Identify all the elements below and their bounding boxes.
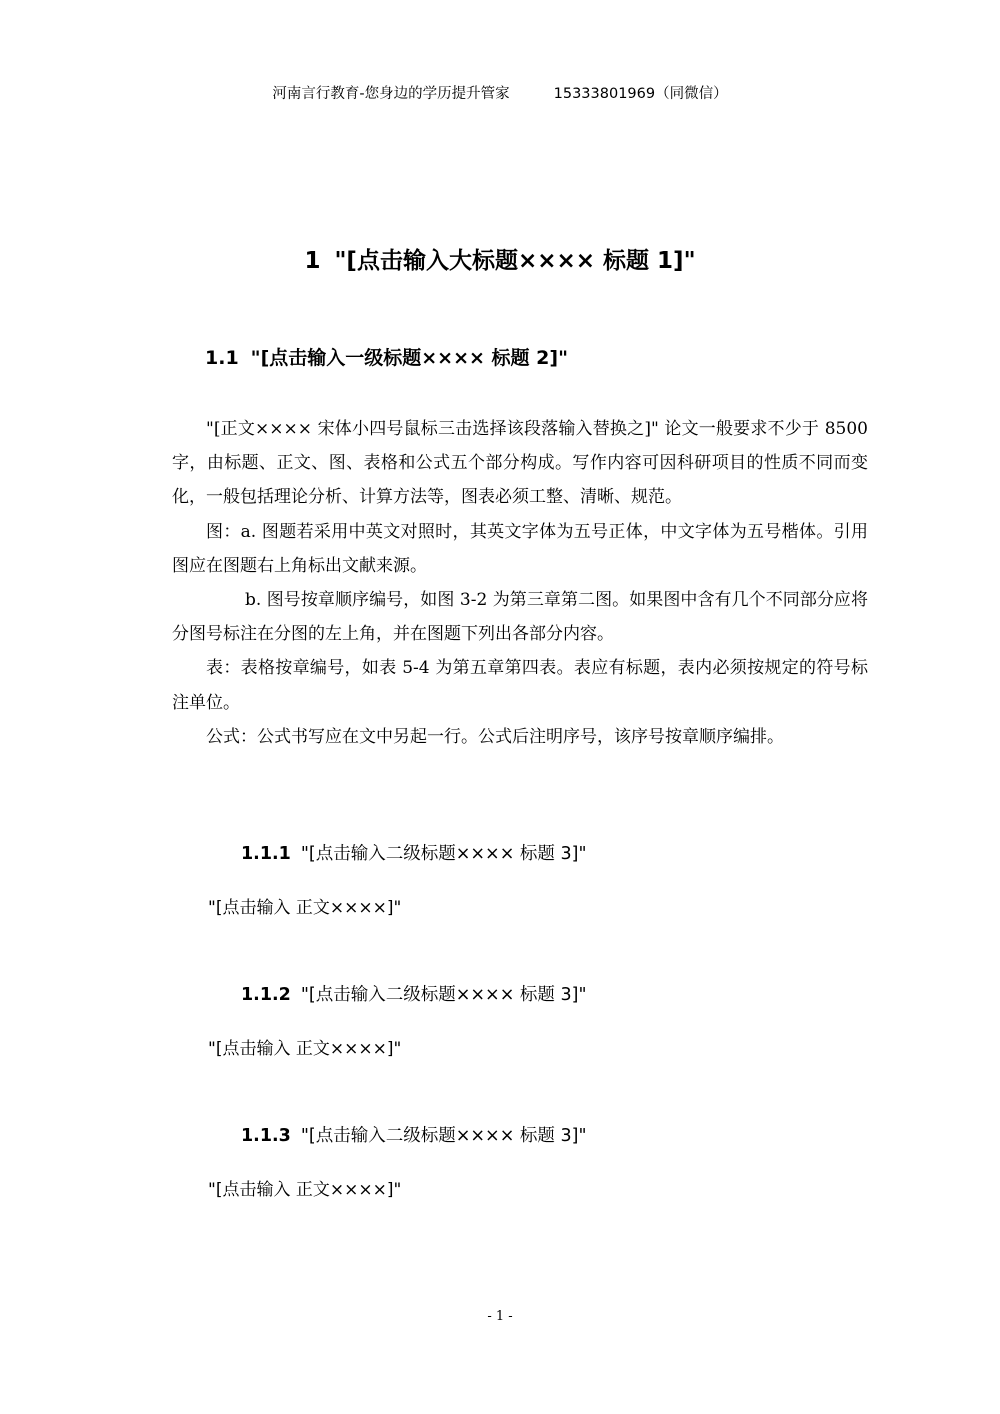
header-contact: 15333801969（同微信）: [553, 86, 728, 102]
heading-2-number: 1.1: [205, 347, 239, 369]
heading-3-title: "[点击输入二级标题×××× 标题 3]": [300, 1126, 587, 1146]
heading-3-1-1-2[interactable]: [241, 981, 587, 1006]
page-number: - 1 -: [487, 1309, 513, 1324]
section-1-1-1-body[interactable]: "[点击输入 正文××××]": [208, 898, 402, 918]
paragraph-formula: 公式：公式书写应在文中另起一行。公式后注明序号，该序号按章顺序编排。: [206, 726, 784, 747]
heading-2-title: "[点击输入一级标题×××× 标题 2]": [250, 347, 568, 369]
heading-3-title: "[点击输入二级标题×××× 标题 3]": [300, 844, 587, 864]
section-1-1-2-body[interactable]: "[点击输入 正文××××]": [208, 1039, 402, 1059]
paragraph-intro: "[正文×××× 宋体小四号鼠标三击选择该段落输入替换之]" 论文一般要求不少于 8500 字，由标题、正文、图、表格和公式五个部分构成。写作内容可因科研项目的性质不同而变化，一般包括理论分析、计算方法等，图表必须工整、清晰、规范。: [172, 419, 868, 508]
body-text[interactable]: [172, 412, 868, 754]
heading-3-title: "[点击输入二级标题×××× 标题 3]": [300, 985, 587, 1005]
heading-1-number: 1: [304, 248, 321, 274]
heading-3-1-1-1[interactable]: [241, 840, 587, 865]
page-header: [0, 82, 1000, 103]
heading-1[interactable]: [0, 242, 1000, 275]
header-org: 河南言行教育-您身边的学历提升管家: [272, 86, 510, 102]
heading-3-1-1-3[interactable]: [241, 1122, 587, 1147]
section-1-1-3-body[interactable]: "[点击输入 正文××××]": [208, 1180, 402, 1200]
heading-2[interactable]: [205, 343, 568, 370]
paragraph-figure-b: b. 图号按章顺序编号，如图 3-2 为第三章第二图。如果图中含有几个不同部分应将分图号标注在分图的左上角，并在图题下列出各部分内容。: [172, 590, 868, 645]
paragraph-table: 表：表格按章编号，如表 5-4 为第五章第四表。表应有标题，表内必须按规定的符号标注单位。: [172, 658, 868, 713]
heading-3-number: 1.1.1: [241, 844, 291, 864]
heading-3-number: 1.1.3: [241, 1126, 291, 1146]
heading-3-number: 1.1.2: [241, 985, 291, 1005]
heading-1-title: "[点击输入大标题×××× 标题 1]": [334, 248, 696, 274]
paragraph-figure-a: 图：a. 图题若采用中英文对照时，其英文字体为五号正体，中文字体为五号楷体。引用图应在图题右上角标出文献来源。: [172, 521, 868, 576]
